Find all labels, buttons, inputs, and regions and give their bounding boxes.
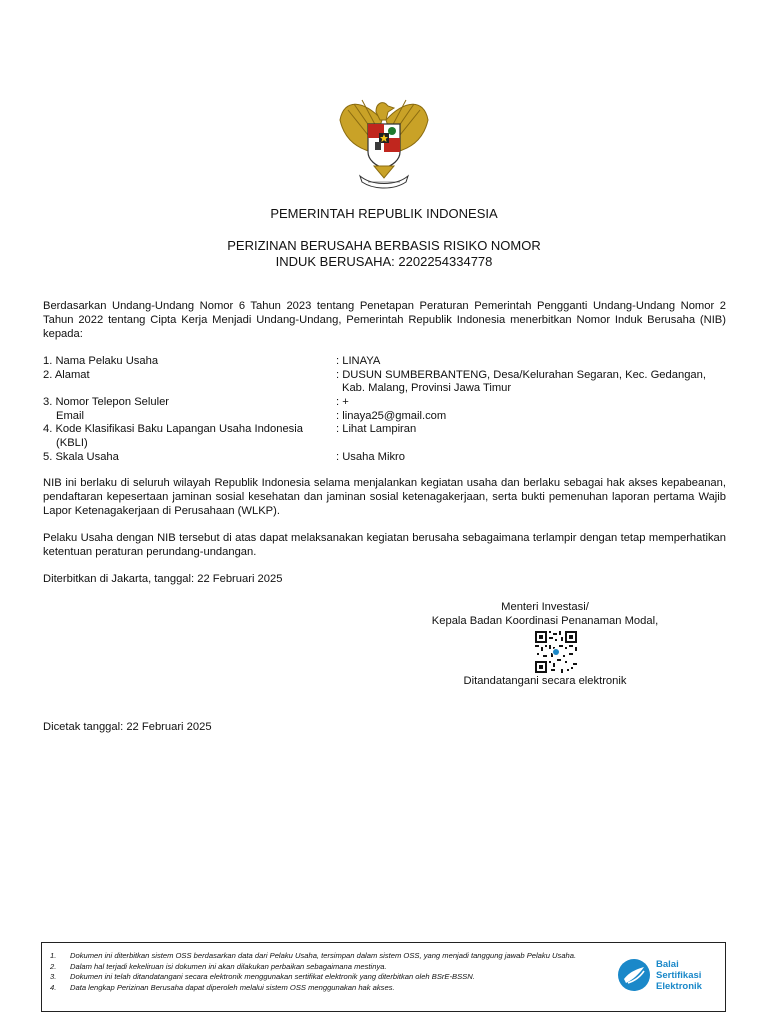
permit-title	[0, 238, 768, 270]
scale-value: : Usaha Mikro	[336, 451, 406, 463]
bsre-logo-text	[656, 959, 702, 992]
permit-title-line1: PERIZINAN BERUSAHA BERBASIS RISIKO NOMOR	[227, 238, 541, 253]
footer-note-text: Dokumen ini diterbitkan sistem OSS berdasarkan data dari Pelaku Usaha, tersimpan dalam sistem OSS, yang menjadi tanggung jawab Pelaku Usaha.	[70, 951, 577, 960]
phone-value: : +	[336, 396, 349, 408]
garuda-emblem-icon	[334, 90, 434, 192]
footer-note-number: 2.	[50, 961, 57, 971]
signatory-title-line1: Menteri Investasi/	[501, 601, 589, 613]
footer-note-number: 4.	[50, 982, 57, 992]
scale-label: 5. Skala Usaha	[43, 451, 119, 463]
printed-date: Dicetak tanggal: 22 Februari 2025	[43, 721, 212, 733]
kbli-label-line2: (KBLI)	[56, 437, 88, 449]
address-label: 2. Alamat	[43, 369, 90, 381]
signed-electronically-note: Ditandatangani secara elektronik	[463, 675, 627, 687]
email-value: : linaya25@gmail.com	[336, 410, 447, 422]
qr-code-icon[interactable]	[534, 630, 578, 674]
address-value-line1: : DUSUN SUMBERBANTENG, Desa/Kelurahan Segaran, Kec. Gedangan,	[336, 369, 706, 381]
footer-note	[50, 951, 610, 962]
government-title: PEMERINTAH REPUBLIK INDONESIA	[270, 206, 498, 221]
footer-note	[50, 962, 610, 973]
footer-notes-list	[50, 951, 610, 993]
bsre-logo	[616, 957, 720, 997]
bsre-logo-line1: Balai	[656, 959, 679, 970]
address-value-line2: Kab. Malang, Provinsi Jawa Timur	[342, 382, 512, 394]
bsre-logo-icon	[616, 957, 652, 993]
footer-note	[50, 983, 610, 994]
email-label: Email	[56, 410, 84, 422]
footer-note-text: Dalam hal terjadi kekeliruan isi dokumen ini akan dilakukan perbaikan sebagaimana mestinya.	[70, 961, 387, 971]
kbli-label-line1: 4. Kode Klasifikasi Baku Lapangan Usaha Indonesia	[43, 423, 303, 435]
name-label: 1. Nama Pelaku Usaha	[43, 355, 159, 367]
intro-paragraph: Berdasarkan Undang-Undang Nomor 6 Tahun 2023 tentang Penetapan Peraturan Pemerintah Pengganti Undang-Undang Nomor 2 Tahun 2022 tentang Cipta Kerja Menjadi Undang-Undang, Pemerintah Republik Indonesia menerbitkan Nomor Induk Berusaha (NIB) kepada:	[43, 300, 726, 340]
footer-note	[50, 972, 610, 983]
validity-paragraph: NIB ini berlaku di seluruh wilayah Republik Indonesia selama menjalankan kegiatan usaha dan berlaku sebagai hak akses kepabeanan, pendaftaran kepesertaan jaminan sosial kesehatan dan jaminan sosial ketenagakerjaan, serta bukti pemenuhan laporan pertama Wajib Lapor Ketenagakerjaan di Perusahaan (WLKP).	[43, 477, 726, 517]
signatory-title-line2: Kepala Badan Koordinasi Penanaman Modal,	[431, 615, 659, 627]
footer-note-number: 1.	[50, 951, 57, 960]
footer-note-text: Data lengkap Perizinan Berusaha dapat diperoleh melalui sistem OSS menggunakan hak akses.	[70, 982, 395, 992]
footer-notes-box	[41, 942, 726, 1012]
name-value: : LINAYA	[336, 355, 381, 367]
permit-title-line2: INDUK BERUSAHA: 2202254334778	[275, 254, 493, 269]
phone-label: 3. Nomor Telepon Seluler	[43, 396, 170, 408]
footer-note-number: 3.	[50, 972, 57, 981]
kbli-value: : Lihat Lampiran	[336, 423, 417, 435]
bsre-logo-line2: Sertifikasi	[656, 970, 702, 981]
footer-note-text: Dokumen ini telah ditandatangani secara elektronik menggunakan sertifikat elektronik yang diterbitkan oleh BSrE-BSSN.	[70, 972, 475, 981]
bsre-logo-line3: Elektronik	[656, 981, 702, 992]
issued-date: Diterbitkan di Jakarta, tanggal: 22 Februari 2025	[43, 573, 283, 585]
obligation-paragraph: Pelaku Usaha dengan NIB tersebut di atas dapat melaksanakan kegiatan berusaha sebagaimana terlampir dengan tetap memperhatikan ketentuan peraturan perundang-undangan.	[43, 532, 726, 558]
